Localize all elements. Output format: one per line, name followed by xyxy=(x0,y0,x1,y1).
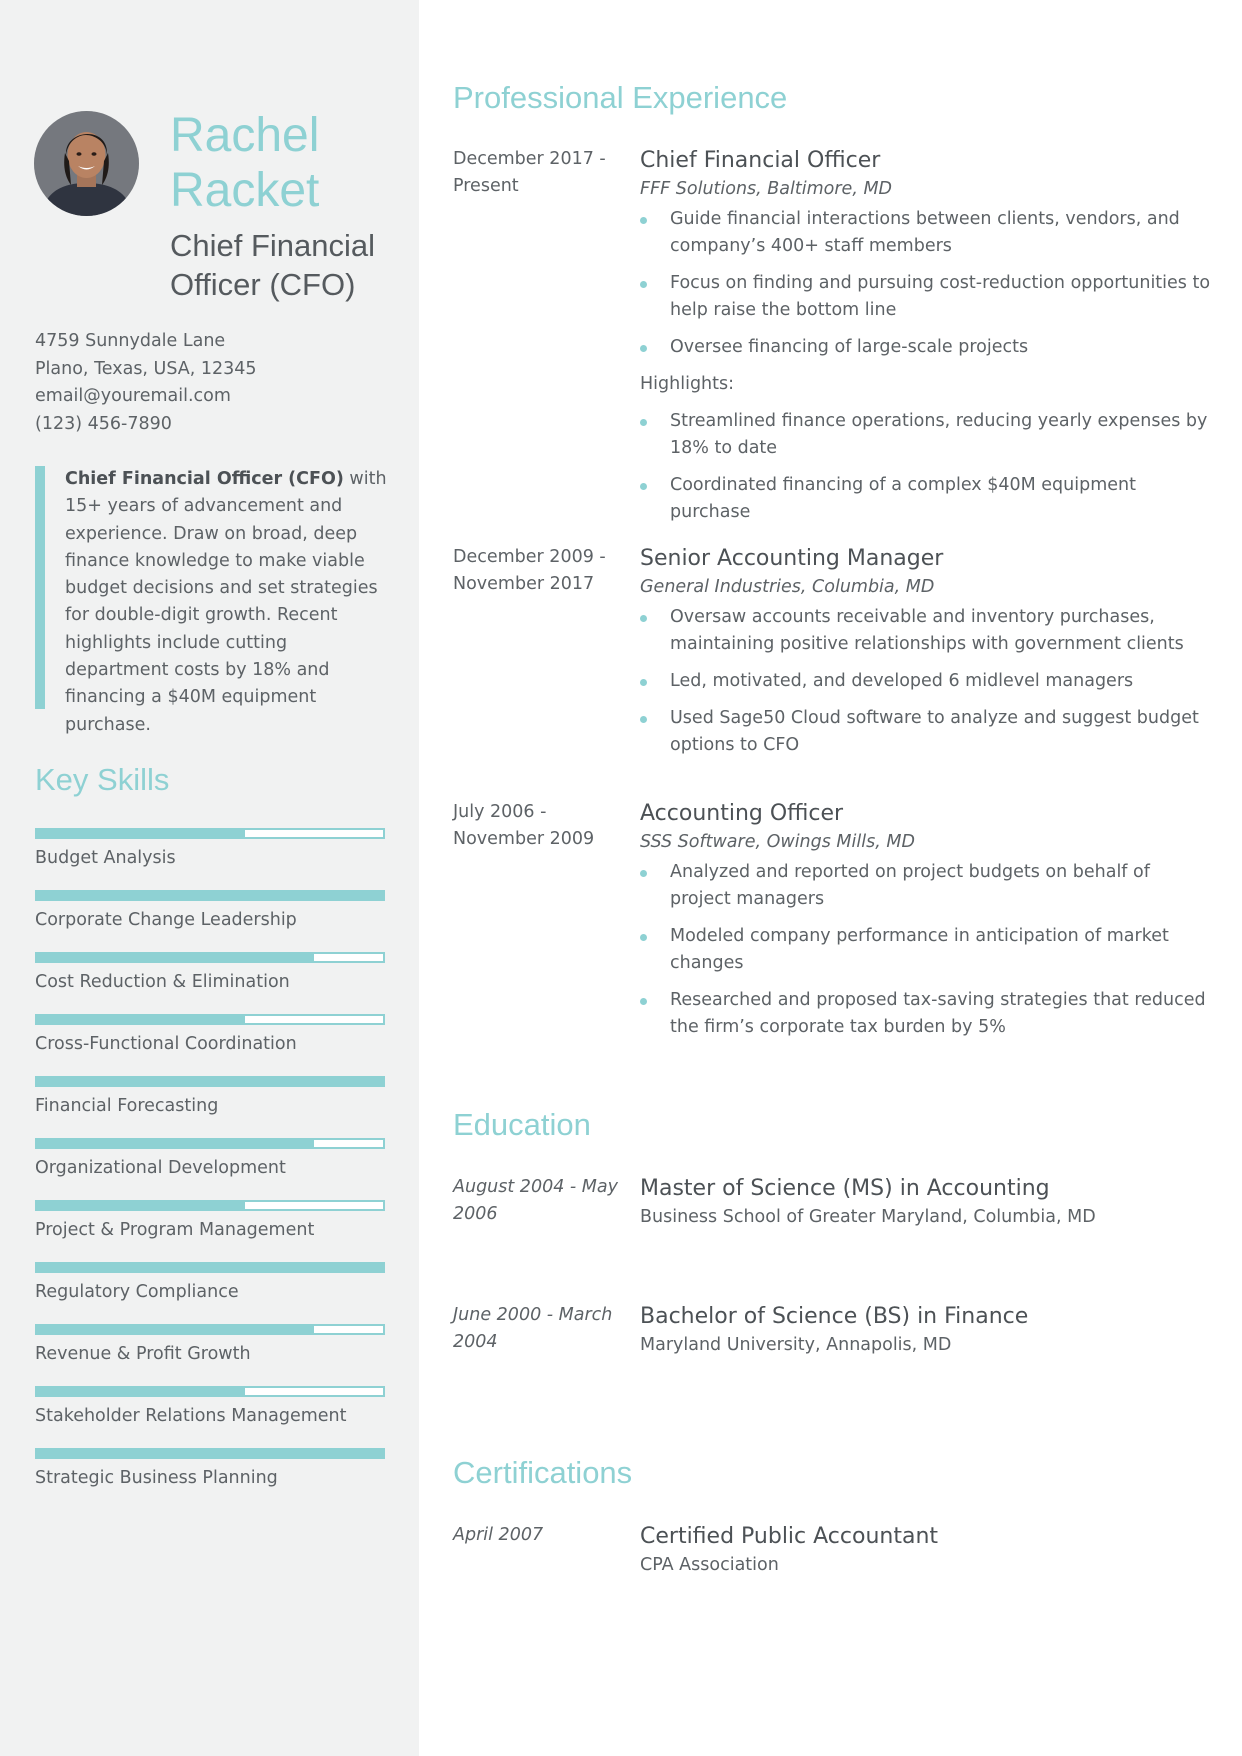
skill-item xyxy=(35,1324,385,1386)
job-company: FFF Solutions, Baltimore, MD xyxy=(640,179,893,199)
skill-item xyxy=(35,1262,385,1324)
skill-level-bar xyxy=(35,1262,385,1273)
skill-level-bar xyxy=(35,1138,385,1149)
main-content xyxy=(419,0,1242,1756)
bullet-item xyxy=(640,987,1215,1041)
bullet-icon xyxy=(640,934,647,941)
skill-level-fill xyxy=(37,1202,245,1209)
skill-level-fill xyxy=(37,1388,245,1395)
skill-label: Project & Program Management xyxy=(35,1220,315,1240)
job-date: July 2006 - November 2009 xyxy=(453,802,595,849)
summary xyxy=(35,466,390,735)
job-title: Accounting Officer xyxy=(640,801,844,826)
skill-item xyxy=(35,1200,385,1262)
bullet-icon xyxy=(640,419,647,426)
education-school: Maryland University, Annapolis, MD xyxy=(640,1335,952,1355)
bullet-icon xyxy=(640,679,647,686)
skill-label: Stakeholder Relations Management xyxy=(35,1406,347,1426)
skill-level-fill xyxy=(37,1140,314,1147)
bullet-icon xyxy=(640,716,647,723)
profile-photo-icon xyxy=(34,111,139,216)
bullet-item xyxy=(640,334,1215,361)
skill-level-fill xyxy=(37,954,314,961)
education-date: August 2004 - May 2006 xyxy=(453,1177,618,1224)
skill-level-bar xyxy=(35,1386,385,1397)
skill-item xyxy=(35,1448,385,1510)
job-body xyxy=(640,799,1215,1051)
skills-heading: Key Skills xyxy=(35,762,170,797)
skill-item xyxy=(35,1076,385,1138)
skill-item xyxy=(35,828,385,890)
skill-label: Cost Reduction & Elimination xyxy=(35,972,290,992)
skills-list xyxy=(35,828,385,1510)
skill-label: Budget Analysis xyxy=(35,848,176,868)
skill-item xyxy=(35,890,385,952)
candidate-name xyxy=(170,108,319,218)
highlights-bullets xyxy=(640,408,1215,526)
address-line-1: 4759 Sunnydale Lane xyxy=(35,331,226,351)
bullet-item xyxy=(640,859,1215,913)
phone: (123) 456-7890 xyxy=(35,413,172,434)
job-body xyxy=(640,146,1215,536)
bullet-icon xyxy=(640,483,647,490)
bullet-item xyxy=(640,604,1215,658)
skill-item xyxy=(35,1386,385,1448)
skill-level-fill xyxy=(37,830,245,837)
bullet-text: Modeled company performance in anticipation of market changes xyxy=(670,926,1169,973)
bullet-text: Guide financial interactions between clients, vendors, and company’s 400+ staff members xyxy=(670,209,1180,256)
job-title: Senior Accounting Manager xyxy=(640,546,944,571)
bullet-item xyxy=(640,923,1215,977)
skill-item xyxy=(35,1138,385,1200)
skill-level-fill xyxy=(37,1264,383,1271)
job-bullets xyxy=(640,206,1215,361)
education-heading: Education xyxy=(453,1107,591,1142)
experience-heading: Professional Experience xyxy=(453,80,788,115)
skill-level-bar xyxy=(35,1200,385,1211)
skill-level-bar xyxy=(35,890,385,901)
last-name: Racket xyxy=(170,164,320,217)
bullet-icon xyxy=(640,615,647,622)
bullet-text: Analyzed and reported on project budgets on behalf of project managers xyxy=(670,862,1150,909)
skill-level-bar xyxy=(35,1076,385,1087)
bullet-text: Oversaw accounts receivable and inventory purchases, maintaining positive relationships with government clients xyxy=(670,607,1184,654)
job-company: SSS Software, Owings Mills, MD xyxy=(640,832,915,852)
bullet-text: Oversee financing of large-scale projects xyxy=(670,337,1029,357)
education-date: June 2000 - March 2004 xyxy=(453,1305,613,1352)
bullet-icon xyxy=(640,217,647,224)
certification-body xyxy=(640,1522,1215,1578)
job-date: December 2009 - November 2017 xyxy=(453,547,606,594)
job-title: Chief Financial Officer (CFO) xyxy=(170,228,376,302)
certifications-heading: Certifications xyxy=(453,1455,633,1490)
job-date: December 2017 - Present xyxy=(453,149,606,196)
avatar xyxy=(34,111,139,216)
summary-text: with 15+ years of advancement and experience. Draw on broad, deep finance knowledge to make viable budget decisions and set strategies for double-digit growth. Recent highlights include cutting department costs by 18% and financing a $40M equipment purchase. xyxy=(65,469,387,735)
job-body xyxy=(640,544,1215,769)
contact-info xyxy=(35,328,257,438)
email[interactable]: email@youremail.com xyxy=(35,386,231,406)
certification-issuer: CPA Association xyxy=(640,1555,779,1575)
skill-level-fill xyxy=(37,1078,383,1085)
bullet-text: Streamlined finance operations, reducing yearly expenses by 18% to date xyxy=(670,411,1208,458)
education-body xyxy=(640,1302,1215,1358)
education-body xyxy=(640,1174,1215,1230)
skill-level-fill xyxy=(37,892,383,899)
job-bullets xyxy=(640,859,1215,1041)
bullet-item xyxy=(640,668,1215,695)
education-degree: Bachelor of Science (BS) in Finance xyxy=(640,1304,1029,1329)
skill-level-fill xyxy=(37,1450,383,1457)
education-degree: Master of Science (MS) in Accounting xyxy=(640,1176,1050,1201)
skill-level-bar xyxy=(35,1448,385,1459)
sidebar xyxy=(0,0,419,1756)
address-line-2: Plano, Texas, USA, 12345 xyxy=(35,358,257,379)
skill-label: Corporate Change Leadership xyxy=(35,910,297,930)
first-name: Rachel xyxy=(170,109,320,162)
skill-label: Strategic Business Planning xyxy=(35,1468,278,1488)
job-title: Chief Financial Officer xyxy=(640,148,881,173)
bullet-text: Used Sage50 Cloud software to analyze and suggest budget options to CFO xyxy=(670,708,1199,755)
bullet-icon xyxy=(640,281,647,288)
bullet-icon xyxy=(640,345,647,352)
certification-date: April 2007 xyxy=(453,1525,544,1545)
skill-label: Organizational Development xyxy=(35,1158,286,1178)
bullet-text: Led, motivated, and developed 6 midlevel managers xyxy=(670,671,1134,691)
skill-level-bar xyxy=(35,1324,385,1335)
skill-label: Financial Forecasting xyxy=(35,1096,219,1116)
skill-level-bar xyxy=(35,1014,385,1025)
skill-label: Revenue & Profit Growth xyxy=(35,1344,251,1364)
highlights-label: Highlights: xyxy=(640,374,735,394)
bullet-item xyxy=(640,408,1215,462)
certification-name: Certified Public Accountant xyxy=(640,1524,939,1549)
bullet-icon xyxy=(640,998,647,1005)
skill-level-fill xyxy=(37,1326,314,1333)
bullet-item xyxy=(640,206,1215,260)
bullet-item xyxy=(640,472,1215,526)
skill-level-bar xyxy=(35,952,385,963)
bullet-item xyxy=(640,705,1215,759)
skill-label: Regulatory Compliance xyxy=(35,1282,239,1302)
bullet-text: Researched and proposed tax-saving strategies that reduced the firm’s corporate tax burden by 5% xyxy=(670,990,1206,1037)
skill-level-bar xyxy=(35,828,385,839)
skill-level-fill xyxy=(37,1016,245,1023)
skill-label: Cross-Functional Coordination xyxy=(35,1034,297,1054)
bullet-item xyxy=(640,270,1215,324)
job-bullets xyxy=(640,604,1215,759)
summary-bold: Chief Financial Officer (CFO) xyxy=(65,469,344,489)
job-company: General Industries, Columbia, MD xyxy=(640,577,935,597)
bullet-text: Focus on finding and pursuing cost-reduction opportunities to help raise the bottom line xyxy=(670,273,1211,320)
skill-item xyxy=(35,952,385,1014)
bullet-icon xyxy=(640,870,647,877)
bullet-text: Coordinated financing of a complex $40M equipment purchase xyxy=(670,475,1136,522)
education-school: Business School of Greater Maryland, Columbia, MD xyxy=(640,1207,1096,1227)
skill-item xyxy=(35,1014,385,1076)
